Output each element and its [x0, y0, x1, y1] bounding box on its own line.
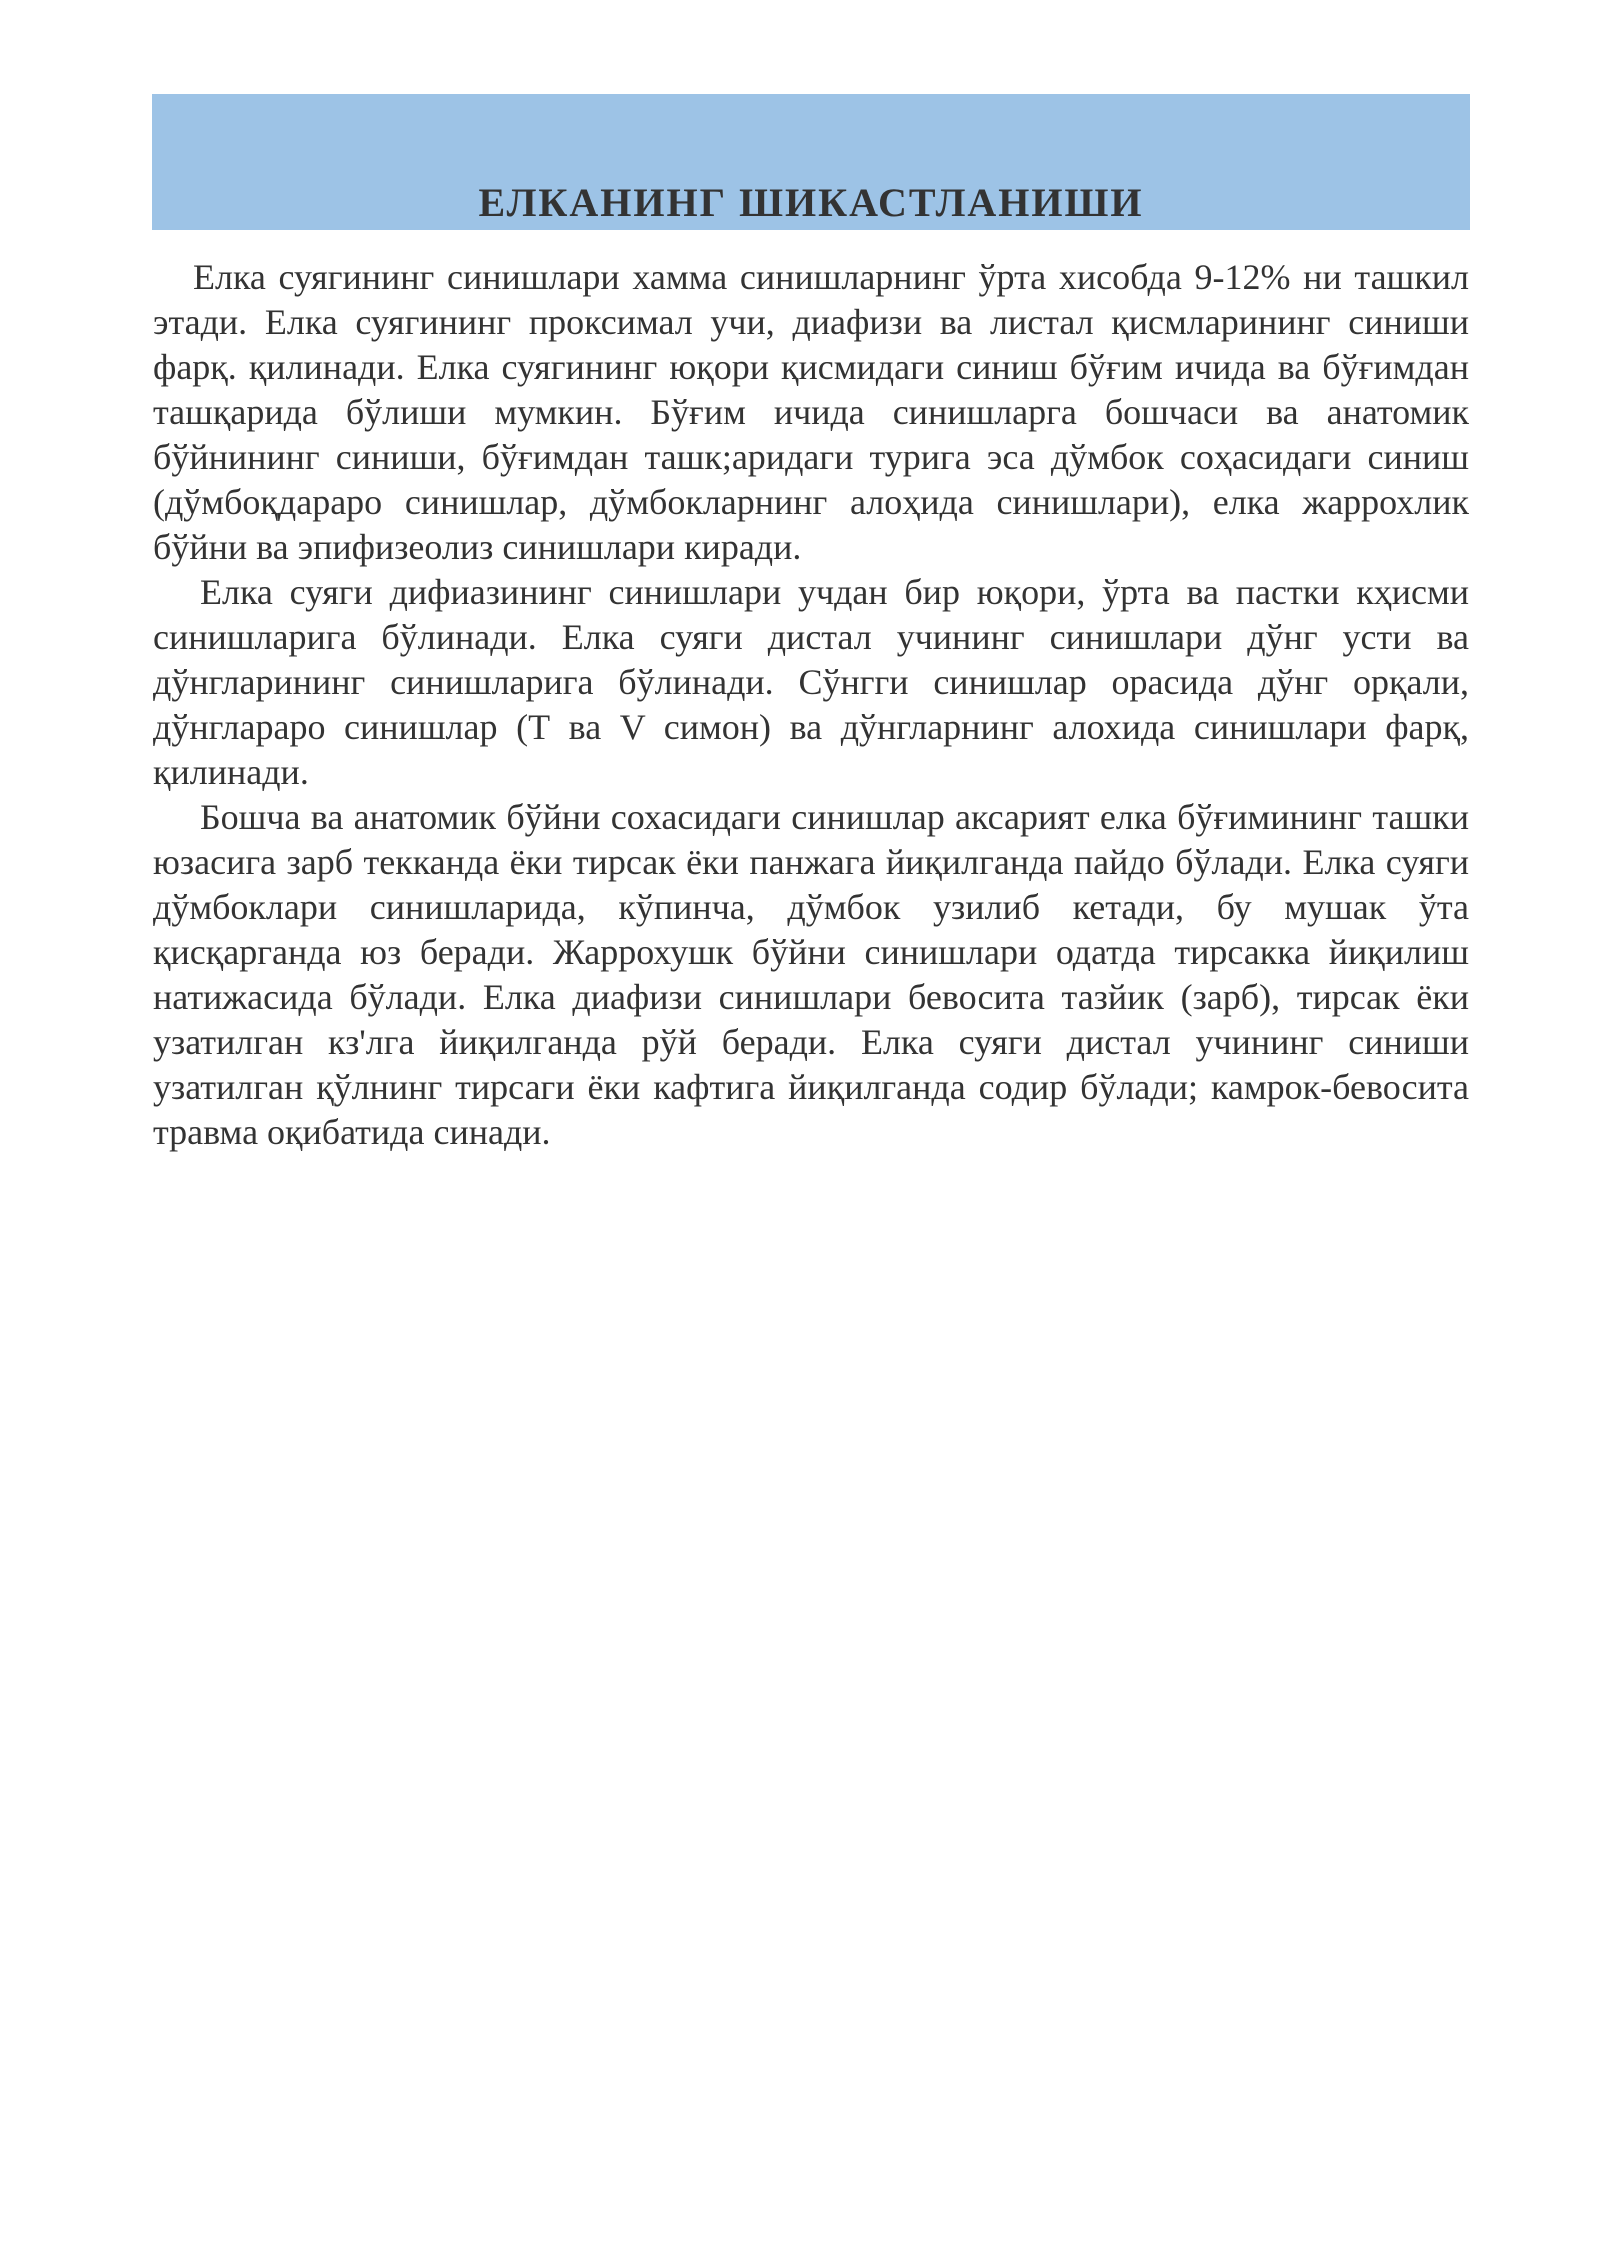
paragraph: Елка суяги дифиазининг синишлари учдан бир юқори, ўрта ва пастки кҳисми синишларига бўлинади. Елка суяги дистал учининг синишлари дўнг усти ва дўнгларининг синишларига бўлинади. Сўнгги синишлар орасида дўнг орқали, дўнглараро синишлар (Т ва V симон) ва дўнгларнинг алохида синишлари фарқ, қилинади.: [153, 572, 1469, 792]
paragraph: Бошча ва анатомик бўйни сохасидаги синишлар аксарият елка бўғимининг ташки юзасига зарб текканда ёки тирсак ёки панжага йиқилганда пайдо бўлади. Елка суяги дўмбоклари синишларида, кўпинча, дўмбок узилиб кетади, бу мушак ўта қисқарганда юз беради. Жаррохушк бўйни синишлари одатда тирсакка йиқилиш натижасида бўлади. Елка диафизи синишлари бевосита тазйик (зарб), тирсак ёки узатилган кз'лга йиқилганда рўй беради. Елка суяги дистал учининг синиши узатилган қўлнинг тирсаги ёки кафтига йиқилганда содир бўлади; камрок-бевосита травма оқибатида синади.: [153, 797, 1469, 1152]
page-title: ЕЛКАНИНГ ШИКАСТЛАНИШИ: [478, 180, 1144, 225]
document-body: [153, 255, 1469, 1155]
title-banner: [152, 94, 1470, 230]
paragraph: Елка суягининг синишлари хамма синишларнинг ўрта хисобда 9-12% ни ташкил этади. Елка суягининг проксимал учи, диафизи ва листал қисмларининг синиши фарқ. қилинади. Елка суягининг юқори қисмидаги синиш бўғим ичида ва бўғимдан ташқарида бўлиши мумкин. Бўғим ичида синишларга бошчаси ва анатомик бўйнининг синиши, бўғимдан ташк;аридаги турига эса дўмбок соҳасидаги синиш (дўмбоқдараро синишлар, дўмбокларнинг алоҳида синишлари), елка жаррохлик бўйни ва эпифизеолиз синишлари киради.: [153, 257, 1469, 567]
